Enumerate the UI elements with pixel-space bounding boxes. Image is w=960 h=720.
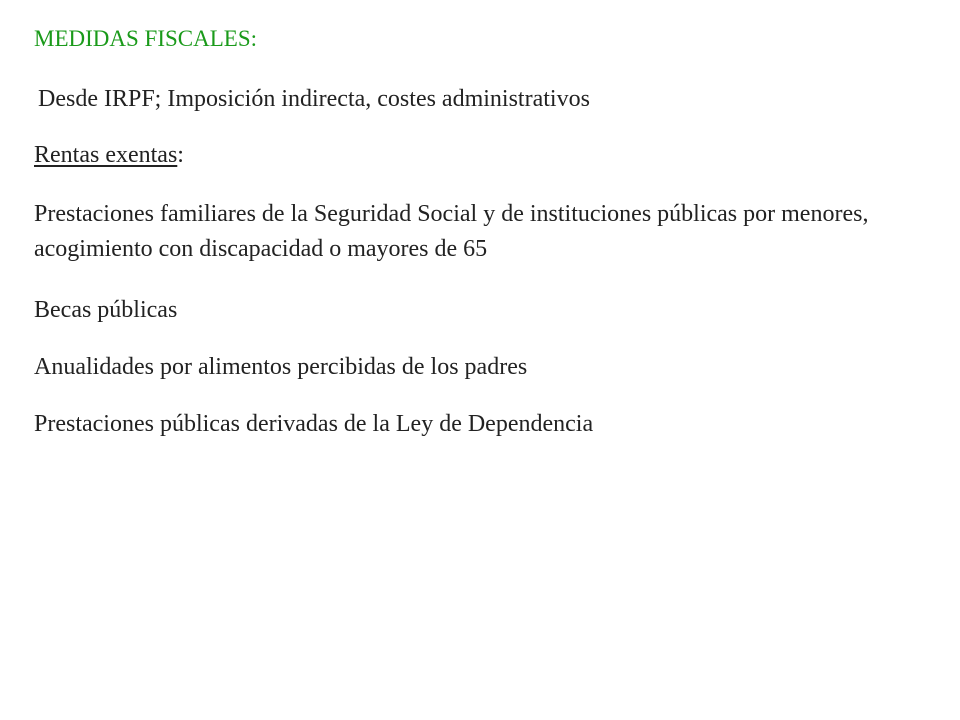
list-item-anualidades: Anualidades por alimentos percibidas de los padres: [34, 354, 528, 380]
slide-title: MEDIDAS FISCALES:: [34, 26, 258, 51]
list-item-dependencia: Prestaciones públicas derivadas de la Ley de Dependencia: [34, 411, 594, 437]
section-heading-suffix: :: [177, 142, 184, 168]
section-heading: [34, 140, 184, 170]
list-item-becas: Becas públicas: [34, 297, 178, 323]
slide-subtitle: Desde IRPF; Imposición indirecta, costes administrativos: [38, 86, 590, 112]
list-item-prestaciones-familiares: Prestaciones familiares de la Seguridad Social y de instituciones públicas por menores, acogimiento con discapacidad o mayores de 65: [34, 201, 869, 262]
section-heading-label: Rentas exentas: [34, 142, 178, 168]
